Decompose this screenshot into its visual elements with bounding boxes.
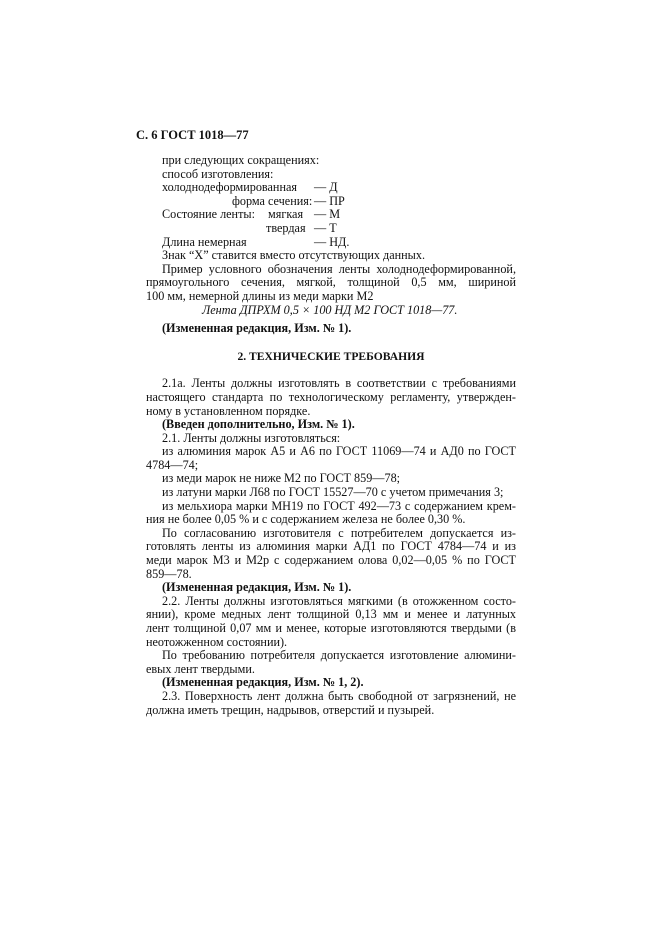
abbrev-row-cold [146,181,516,195]
shape-value: — ПР [314,193,345,208]
para-2-1a-line-1: 2.1а. Ленты должны изготовлять в соответствии с требованиями [162,376,516,391]
revision-note-3: (Измененная редакция, Изм. № 1, 2). [162,675,364,690]
agreement-line-1: По согласованию изготовителя с потребителем допускается из- [162,525,516,540]
shape-label: форма сечения: [232,193,313,208]
para-2-1-line-3: 4784—74; [146,457,199,472]
para-2-1-line-4: из меди марок не ниже М2 по ГОСТ 859—78; [162,471,401,486]
abbrev-row-shape [146,195,516,209]
para-2-2-line-1: 2.2. Ленты должны изготовляться мягкими (в отожженном состо- [162,593,516,608]
section-title: 2. ТЕХНИЧЕСКИЕ ТРЕБОВАНИЯ [237,349,425,363]
revision-note-2: (Измененная редакция, Изм. № 1). [162,580,352,595]
hard-label: твердая [266,220,306,235]
para-2-3-line-2: должна иметь трещин, надрывов, отверстий и пузырей. [146,702,435,717]
soft-label: мягкая [268,207,304,222]
para-2-1-line-7: ния не более 0,05 % и с содержанием железа не более 0,30 %. [146,512,466,527]
para-2-1-line-6: из мельхиора марки МН19 по ГОСТ 492—73 с содержанием крем- [162,498,516,513]
para-2-1-line-5: из латуни марки Л68 по ГОСТ 15527—70 с учетом примечания 3; [162,485,504,500]
abbrev-intro: при следующих сокращениях: [162,153,320,167]
para-2-1-line-2: из алюминия марок А5 и А6 по ГОСТ 11069—74 и АД0 по ГОСТ [162,444,516,459]
example-designation: Лента ДПРХМ 0,5 × 100 НД М2 ГОСТ 1018—77. [202,302,458,317]
request-line-1: По требованию потребителя допускается изготовление алюмини- [162,648,516,663]
x-sign-note: Знак “X” ставится вместо отсутствующих данных. [162,248,425,263]
abbrev-row-soft [146,208,516,222]
soft-value: — М [314,207,341,222]
abbrev-row-hard [146,222,516,236]
agreement-line-3: меди марок М3 и М2р с содержанием олова 0,02—0,05 % по ГОСТ [146,553,516,568]
para-2-1a-line-2: настоящего стандарта по технологическому регламенту, утвержден- [146,389,516,404]
cold-value: — Д [314,180,338,195]
request-line-2: евых лент твердыми. [146,661,255,676]
cold-label: холоднодеформированная [162,180,297,195]
agreement-line-2: готовлять ленты из алюминия марки АД1 по ГОСТ 4784—74 и из [146,539,516,554]
revision-note-1: (Измененная редакция, Изм. № 1). [162,321,352,336]
example-line-3: 100 мм, немерной длины из меди марки М2 [146,288,374,303]
para-2-2-line-2: янии), кроме медных лент толщиной 0,13 мм и менее и латунных [146,607,516,622]
para-2-1a-line-3: ному в установленном порядке. [146,403,311,418]
state-label: Состояние ленты: [162,207,255,222]
para-2-2-line-4: неотожженном состоянии). [146,634,288,649]
para-2-3-line-1: 2.3. Поверхность лент должна быть свободной от загрязнений, не [162,688,516,703]
method-label: способ изготовления: [162,166,274,181]
para-2-2-line-3: лент толщиной 0,07 мм и менее, которые изготовляются твердыми (в [146,621,516,635]
introduced-note: (Введен дополнительно, Изм. № 1). [162,417,355,432]
para-2-1-line-1: 2.1. Ленты должны изготовляться: [162,430,341,445]
hard-value: — Т [314,220,337,235]
document-body [146,154,516,717]
example-line-1: Пример условного обозначения ленты холоднодеформированной, [162,261,516,276]
page-header: С. 6 ГОСТ 1018—77 [136,128,249,142]
example-line-2: прямоугольного сечения, мягкой, толщиной 0,5 мм, шириной [146,275,516,290]
length-label: Длина немерная [162,234,247,249]
length-value: — НД. [314,234,350,249]
agreement-line-4: 859—78. [146,566,192,581]
abbrev-row-length [146,236,516,250]
